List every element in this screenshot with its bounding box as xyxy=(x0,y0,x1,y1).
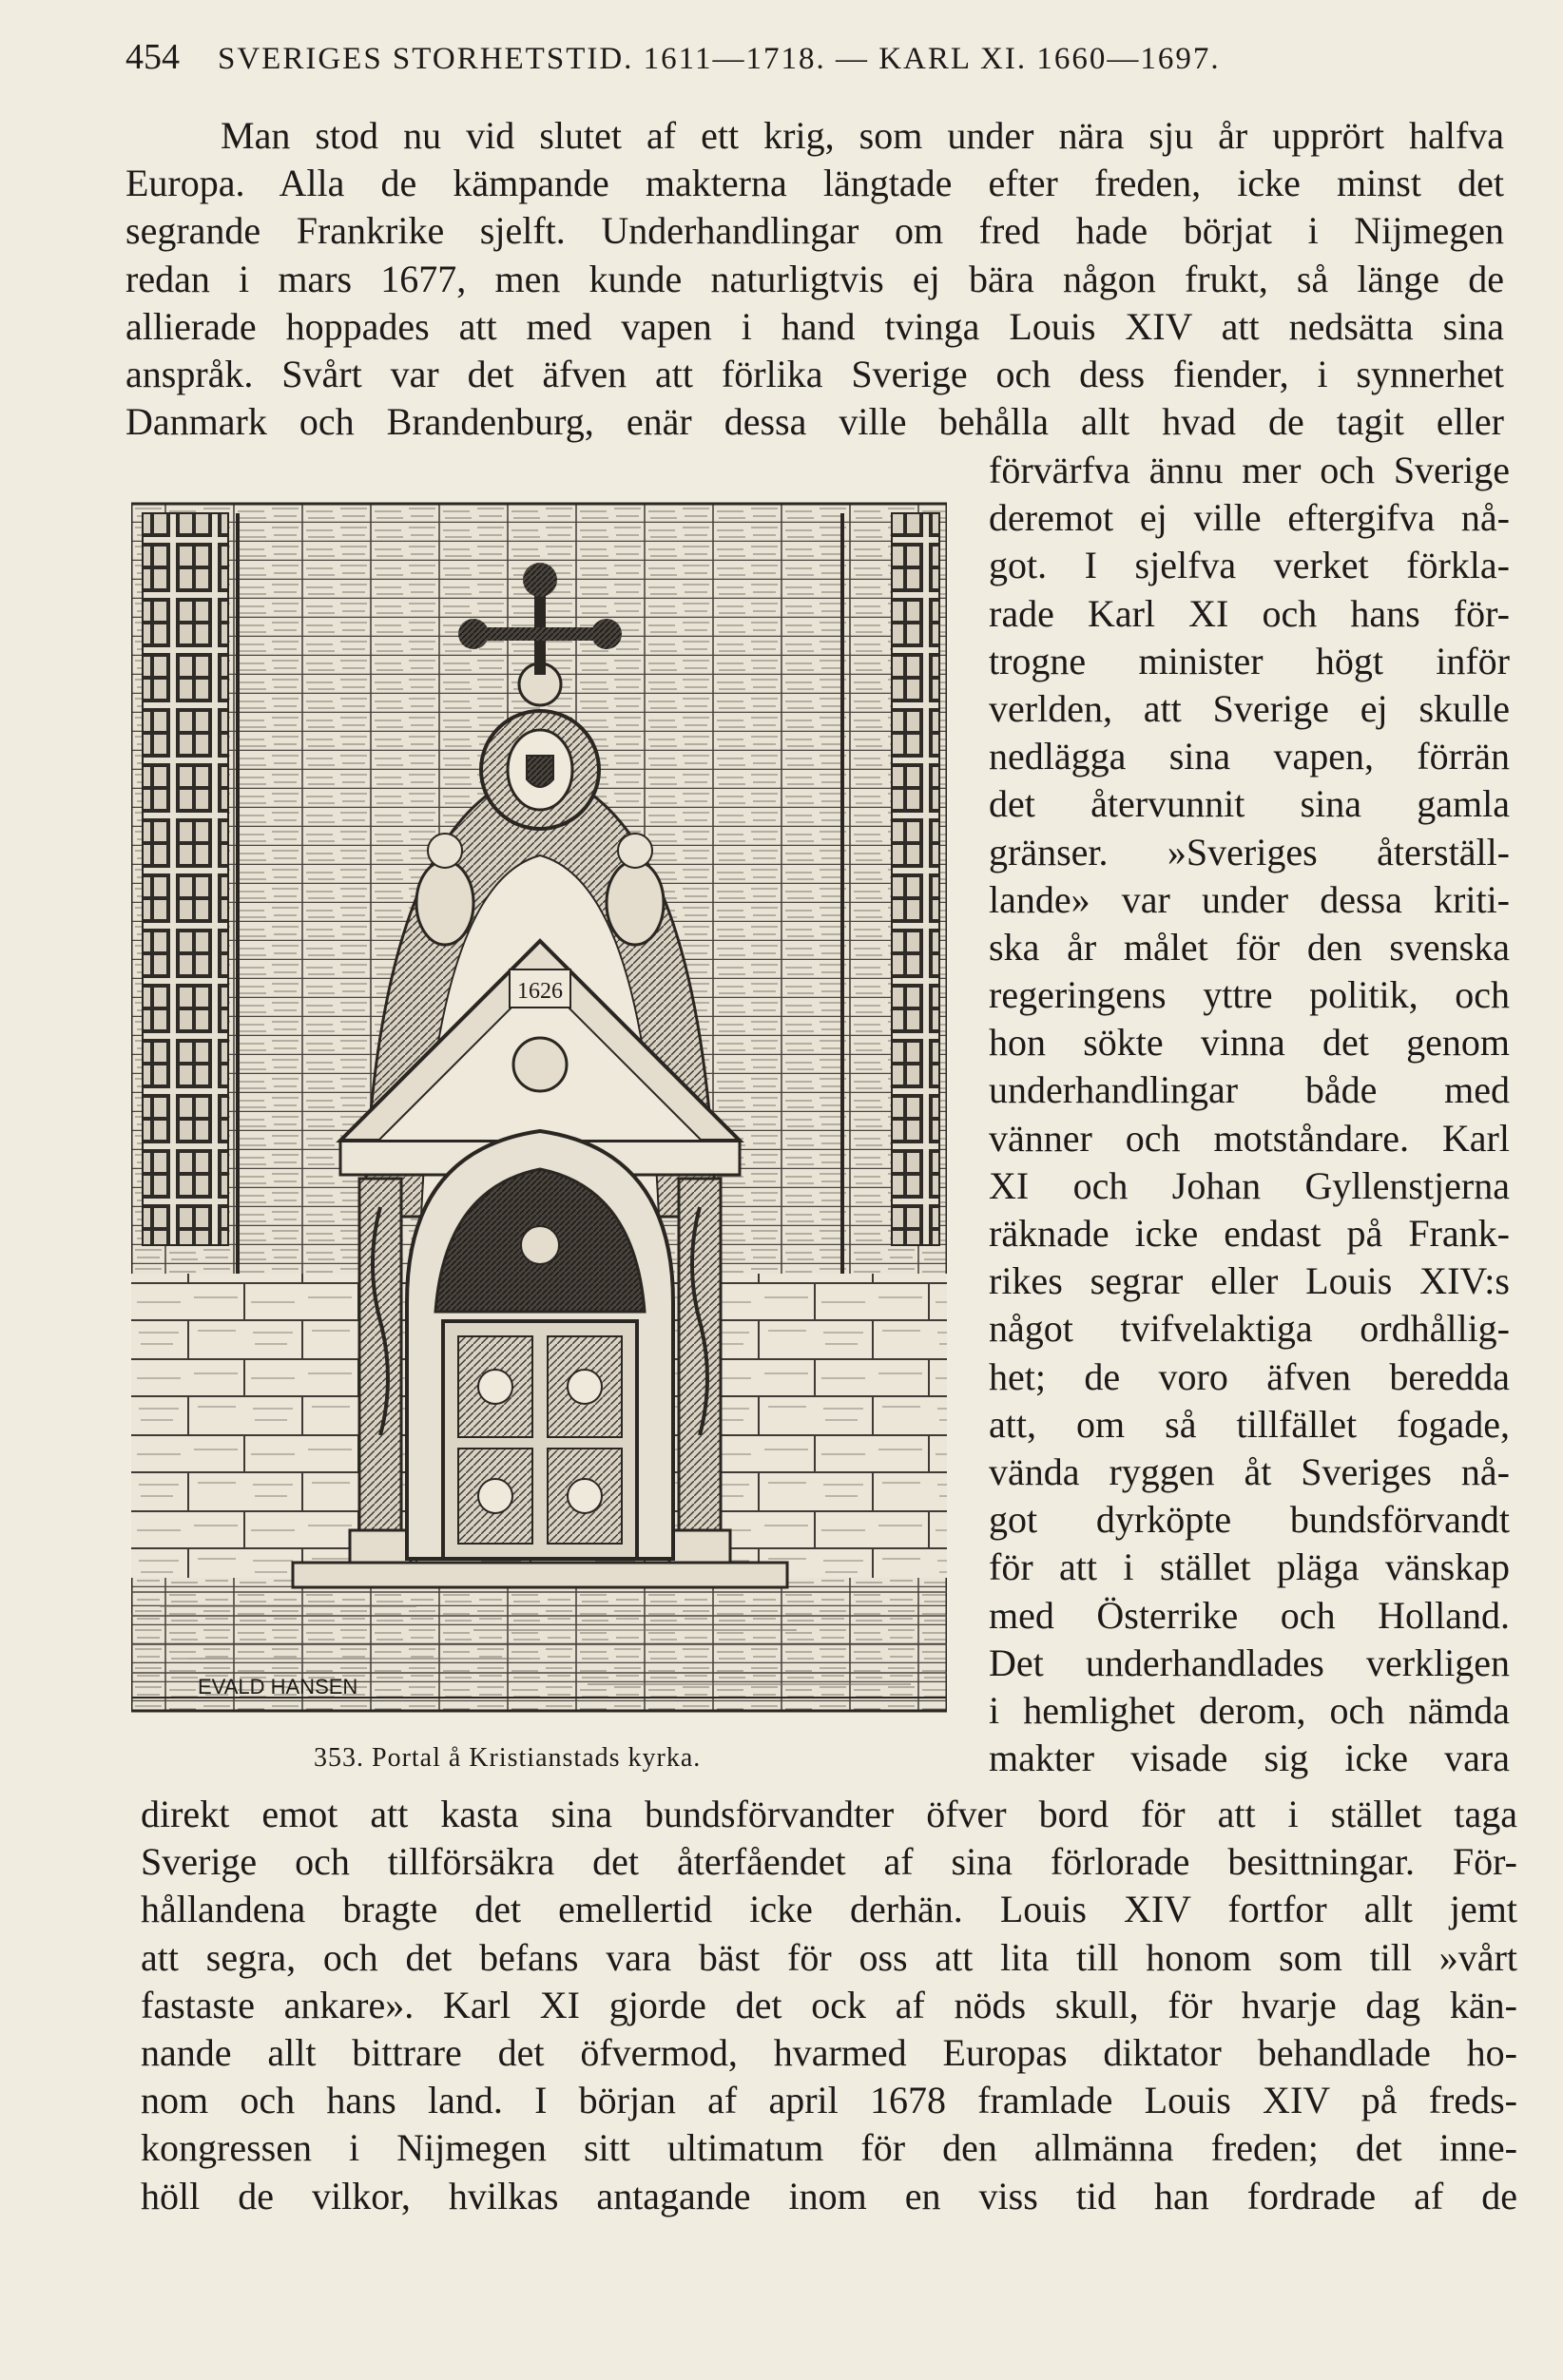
portal-engraving-illustration xyxy=(131,485,947,1720)
running-title: SVERIGES STORHETSTID. 1611—1718. — KARL XI. 1660—1697. xyxy=(218,42,1221,76)
text-line: vända ryggen åt Sveriges nå- xyxy=(989,1449,1510,1493)
running-header xyxy=(125,36,1457,80)
text-line: XI och Johan Gyllenstjerna xyxy=(989,1163,1510,1207)
text-line: i hemlighet derom, och nämda xyxy=(989,1688,1510,1732)
text-line: got. I sjelfva verket förkla- xyxy=(989,544,1510,587)
text-line: nedlägga sina vapen, förrän xyxy=(989,735,1510,778)
text-line: makter visade sig icke vara xyxy=(989,1737,1510,1780)
text-line: direkt emot att kasta sina bundsförvandter öfver bord för att i stället taga xyxy=(141,1793,1517,1835)
text-line: anspråk. Svårt var det äfven att förlika Sverige och dess fiender, i synnerhet xyxy=(125,352,1504,395)
text-line: Man stod nu vid slutet af ett krig, som under nära sju år upprört halfva xyxy=(221,114,1504,157)
text-line: rade Karl XI och hans för- xyxy=(989,591,1510,635)
text-line: vänner och motståndare. Karl xyxy=(989,1116,1510,1160)
text-line: got dyrköpte bundsförvandt xyxy=(989,1498,1510,1542)
figure-caption: 353. Portal å Kristianstads kyrka. xyxy=(314,1743,702,1773)
text-line: Danmark och Brandenburg, enär dessa ville behålla allt hvad de tagit eller xyxy=(125,400,1504,444)
artist-signature: EVALD HANSEN xyxy=(198,1675,358,1699)
text-line: att, om så tillfället fogade, xyxy=(989,1402,1510,1446)
text-line: nom och hans land. I början af april 1678 framlade Louis XIV på freds- xyxy=(141,2079,1517,2122)
text-line: het; de voro äfven beredda xyxy=(989,1354,1510,1398)
text-line: något tvifvelaktiga ordhållig- xyxy=(989,1307,1510,1351)
text-line: hon sökte vinna det genom xyxy=(989,1021,1510,1065)
text-line: hållandena bragte det emellertid icke derhän. Louis XIV fortfor allt jemt xyxy=(141,1888,1517,1931)
text-line: trogne minister högt inför xyxy=(989,639,1510,682)
paragraph-top xyxy=(125,112,1504,446)
paragraph-bottom xyxy=(141,1791,1517,2220)
page-number: 454 xyxy=(125,37,180,77)
text-line: regeringens yttre politik, och xyxy=(989,973,1510,1017)
text-line: Europa. Alla de kämpande makterna längtade efter freden, icke minst det xyxy=(125,162,1504,205)
text-line: nande allt bittrare det öfvermod, hvarmed Europas diktator behandlade ho- xyxy=(141,2030,1517,2074)
text-line: att segra, och det befans vara bäst för oss att lita till honom som till »vårt xyxy=(141,1935,1517,1979)
text-line: verlden, att Sverige ej skulle xyxy=(989,686,1510,730)
text-line: räknade icke endast på Frank- xyxy=(989,1212,1510,1255)
text-line: fastaste ankare». Karl XI gjorde det ock af nöds skull, för hvarje dag kän- xyxy=(141,1983,1517,2026)
text-line: redan i mars 1677, men kunde naturligtvis ej bära någon frukt, så länge de xyxy=(125,257,1504,300)
text-line: Det underhandlades verkligen xyxy=(989,1641,1510,1684)
text-line: höll de vilkor, hvilkas antagande inom en viss tid han fordrade af de xyxy=(141,2174,1517,2217)
text-line: lande» var under dessa kriti- xyxy=(989,877,1510,921)
text-line: för att i stället pläga vänskap xyxy=(989,1545,1510,1589)
text-line: allierade hoppades att med vapen i hand tvinga Louis XIV att nedsätta sina xyxy=(125,304,1504,348)
text-line: kongressen i Nijmegen sitt ultimatum för den allmänna freden; det inne- xyxy=(141,2126,1517,2170)
text-line: det återvunnit sina gamla xyxy=(989,782,1510,826)
text-line: underhandlingar både med xyxy=(989,1068,1510,1112)
paragraph-right-column xyxy=(989,447,1510,1782)
text-line: ska år målet för den svenska xyxy=(989,925,1510,969)
figure-portal-engraving xyxy=(131,485,947,1720)
text-line: segrande Frankrike sjelft. Underhandlingar om fred hade börjat i Nijmegen xyxy=(125,209,1504,253)
text-line: gränser. »Sveriges återställ- xyxy=(989,830,1510,873)
date-inscription: 1626 xyxy=(517,979,563,1004)
text-line: förvärfva ännu mer och Sverige xyxy=(989,449,1510,491)
text-line: med Österrike och Holland. xyxy=(989,1593,1510,1637)
text-line: rikes segrar eller Louis XIV:s xyxy=(989,1259,1510,1303)
text-line: Sverige och tillförsäkra det återfåendet af sina förlorade besittningar. För- xyxy=(141,1840,1517,1884)
text-line: deremot ej ville eftergifva nå- xyxy=(989,496,1510,540)
